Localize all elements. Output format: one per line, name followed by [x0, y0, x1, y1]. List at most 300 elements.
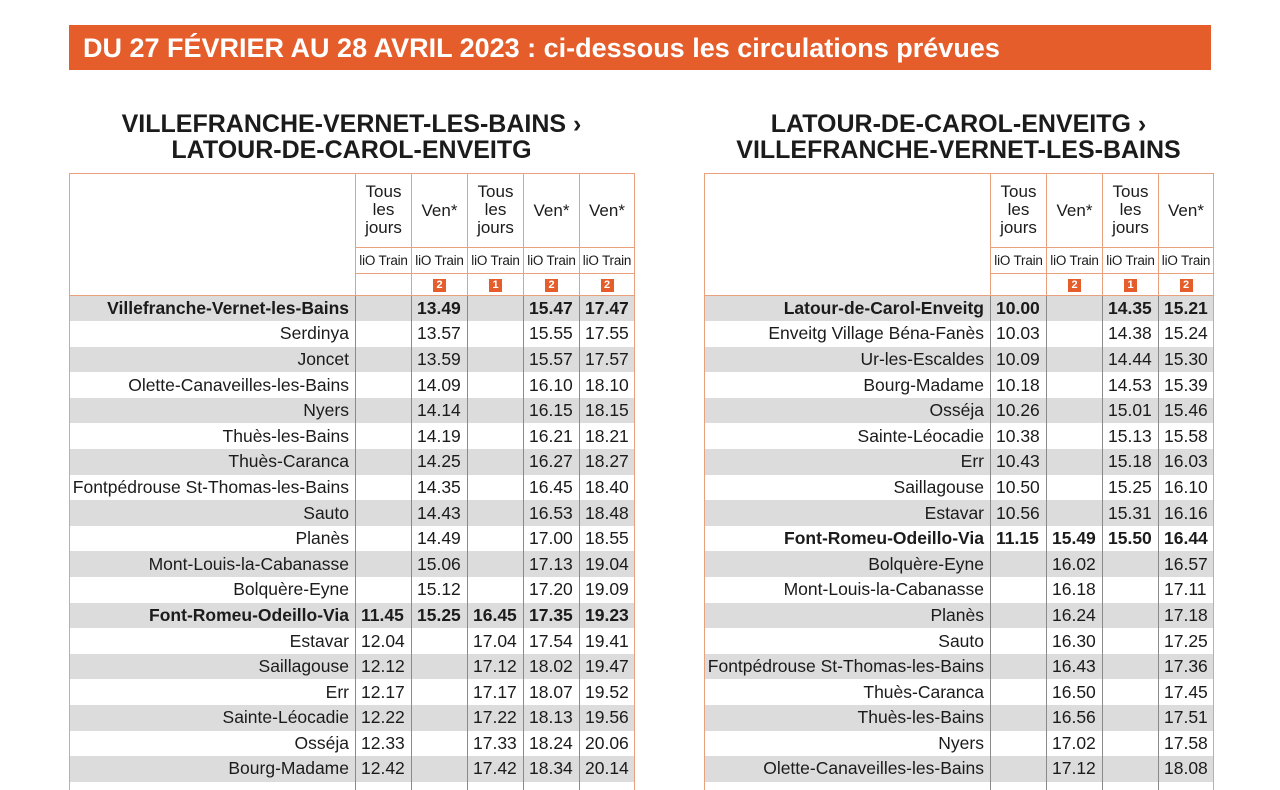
class-badge-cell	[1159, 274, 1214, 296]
station-name: Estavar	[705, 500, 991, 526]
departure-time	[468, 296, 524, 322]
departure-time	[468, 449, 524, 475]
service-days-label: Tous les jours	[365, 182, 402, 237]
departure-time: 12.42	[356, 756, 412, 782]
departure-time	[468, 321, 524, 347]
departure-time: 13.57	[412, 321, 468, 347]
table-row	[70, 475, 635, 501]
departure-time: 18.48	[580, 500, 635, 526]
departure-time: 17.00	[524, 526, 580, 552]
departure-time	[991, 782, 1047, 790]
departure-time: 18.55	[580, 526, 635, 552]
table-row	[705, 577, 1214, 603]
departure-time: 19.56	[580, 705, 635, 731]
departure-time	[412, 756, 468, 782]
departure-time: 15.57	[524, 347, 580, 373]
timetable-outbound	[69, 173, 635, 790]
departure-time: 15.49	[1047, 526, 1103, 552]
departure-time	[356, 475, 412, 501]
table-row	[70, 321, 635, 347]
service-days-cell	[991, 174, 1047, 248]
table-row	[705, 654, 1214, 680]
timetable-body	[70, 296, 635, 790]
departure-time: 19.47	[580, 654, 635, 680]
departure-time: 15.13	[1103, 423, 1159, 449]
class-badge-cell	[356, 274, 412, 296]
station-name: Mont-Louis-la-Cabanasse	[705, 577, 991, 603]
departure-time: 14.49	[412, 526, 468, 552]
station-name: Thuès-Caranca	[70, 449, 356, 475]
operator-label: liO Train	[524, 248, 580, 274]
departure-time	[412, 654, 468, 680]
departure-time: 12.22	[356, 705, 412, 731]
station-name: Fontpédrouse St-Thomas-les-Bains	[70, 475, 356, 501]
departure-time	[468, 398, 524, 424]
station-name	[705, 782, 991, 790]
route-title-line-2: LATOUR-DE-CAROL-ENVEITG	[171, 136, 532, 164]
class-badge-cell	[1047, 274, 1103, 296]
departure-time: 20.06	[580, 731, 635, 757]
departure-time: 16.53	[524, 500, 580, 526]
departure-time	[356, 526, 412, 552]
departure-time	[356, 551, 412, 577]
departure-time	[991, 731, 1047, 757]
service-days-label: Ven*	[1056, 201, 1093, 220]
departure-time: 15.31	[1103, 500, 1159, 526]
departure-time: 14.35	[1103, 296, 1159, 322]
departure-time	[1047, 347, 1103, 373]
station-name: Planès	[70, 526, 356, 552]
departure-time: 15.55	[524, 321, 580, 347]
departure-time	[356, 500, 412, 526]
departure-time: 10.43	[991, 449, 1047, 475]
table-row	[70, 347, 635, 373]
class-badge-cell	[580, 274, 635, 296]
class-badge-cell	[468, 274, 524, 296]
departure-time	[1047, 475, 1103, 501]
departure-time: 17.36	[1159, 654, 1214, 680]
class-badge: 2	[1179, 278, 1194, 293]
service-days-label: Ven*	[533, 201, 570, 220]
departure-time: 16.45	[524, 475, 580, 501]
departure-time	[991, 756, 1047, 782]
departure-time: 14.14	[412, 398, 468, 424]
departure-time	[1047, 500, 1103, 526]
departure-time: 16.18	[1047, 577, 1103, 603]
service-days-label: Tous les jours	[477, 182, 514, 237]
station-name: Font-Romeu-Odeillo-Via	[705, 526, 991, 552]
departure-time: 17.20	[524, 577, 580, 603]
table-row	[70, 372, 635, 398]
departure-time: 17.45	[1159, 679, 1214, 705]
departure-time: 17.04	[468, 628, 524, 654]
departure-time: 17.55	[580, 321, 635, 347]
departure-time	[1047, 449, 1103, 475]
departure-time: 16.10	[524, 372, 580, 398]
table-row	[705, 705, 1214, 731]
table-row	[705, 731, 1214, 757]
class-badge-cell	[991, 274, 1047, 296]
departure-time: 15.25	[412, 603, 468, 629]
table-row	[705, 628, 1214, 654]
operator-label: liO Train	[991, 248, 1047, 274]
departure-time: 16.56	[1047, 705, 1103, 731]
operator-label: liO Train	[412, 248, 468, 274]
departure-time	[1047, 398, 1103, 424]
departure-time: 17.33	[468, 731, 524, 757]
class-badge: 2	[1067, 278, 1082, 293]
departure-time: 16.24	[1047, 603, 1103, 629]
station-name: Sauto	[705, 628, 991, 654]
header-row-days	[70, 174, 635, 248]
service-days-cell	[524, 174, 580, 248]
departure-time: 15.12	[412, 577, 468, 603]
departure-time: 17.17	[468, 679, 524, 705]
departure-time	[412, 679, 468, 705]
departure-time: 10.03	[991, 321, 1047, 347]
station-header-cell	[705, 174, 991, 296]
departure-time: 18.08	[1159, 756, 1214, 782]
departure-time: 10.09	[991, 347, 1047, 373]
departure-time: 10.38	[991, 423, 1047, 449]
departure-time: 18.40	[580, 475, 635, 501]
station-name: Olette-Canaveilles-les-Bains	[705, 756, 991, 782]
operator-label: liO Train	[468, 248, 524, 274]
class-badge-cell	[524, 274, 580, 296]
station-name: Thuès-Caranca	[705, 679, 991, 705]
table-row	[70, 628, 635, 654]
station-header-cell	[70, 174, 356, 296]
departure-time: 18.27	[580, 449, 635, 475]
service-days-cell	[1159, 174, 1214, 248]
departure-time	[1159, 782, 1214, 790]
station-name: Osséja	[70, 731, 356, 757]
timetable-return-frame	[704, 173, 1215, 790]
operator-label: liO Train	[1103, 248, 1159, 274]
class-badge: 1	[1123, 278, 1138, 293]
departure-time	[1103, 628, 1159, 654]
departure-time	[356, 577, 412, 603]
departure-time	[1103, 731, 1159, 757]
table-row	[705, 449, 1214, 475]
departure-time	[1103, 705, 1159, 731]
class-badge: 2	[600, 278, 615, 293]
station-name: Font-Romeu-Odeillo-Via	[70, 603, 356, 629]
station-name: Bourg-Madame	[705, 372, 991, 398]
departure-time: 19.04	[580, 551, 635, 577]
departure-time: 19.52	[580, 679, 635, 705]
station-name: Sainte-Léocadie	[705, 423, 991, 449]
station-name: Planès	[705, 603, 991, 629]
table-row	[705, 679, 1214, 705]
departure-time	[1047, 321, 1103, 347]
route-title-line-1: LATOUR-DE-CAROL-ENVEITG ›	[770, 110, 1147, 138]
class-badge: 1	[488, 278, 503, 293]
departure-time: 15.46	[1159, 398, 1214, 424]
departure-time: 19.23	[580, 603, 635, 629]
departure-time: 18.02	[524, 654, 580, 680]
departure-time: 17.12	[1047, 756, 1103, 782]
service-days-label: Tous les jours	[1112, 182, 1149, 237]
departure-time	[524, 782, 580, 790]
departure-time: 11.45	[356, 603, 412, 629]
departure-time: 14.38	[1103, 321, 1159, 347]
departure-time	[1103, 654, 1159, 680]
departure-time	[991, 654, 1047, 680]
departure-time	[1047, 423, 1103, 449]
departure-time	[356, 423, 412, 449]
departure-time	[991, 577, 1047, 603]
departure-time: 16.57	[1159, 551, 1214, 577]
departure-time: 16.43	[1047, 654, 1103, 680]
departure-time	[412, 782, 468, 790]
departure-time: 10.50	[991, 475, 1047, 501]
station-name: Sainte-Léocadie	[70, 705, 356, 731]
departure-time: 11.15	[991, 526, 1047, 552]
departure-time	[356, 449, 412, 475]
departure-time: 17.51	[1159, 705, 1214, 731]
service-days-cell	[412, 174, 468, 248]
table-row	[70, 577, 635, 603]
departure-time: 16.30	[1047, 628, 1103, 654]
departure-time	[356, 372, 412, 398]
departure-time	[356, 296, 412, 322]
departure-time: 14.43	[412, 500, 468, 526]
departure-time	[1103, 756, 1159, 782]
departure-time: 15.30	[1159, 347, 1214, 373]
station-name	[70, 782, 356, 790]
station-name: Villefranche-Vernet-les-Bains	[70, 296, 356, 322]
table-row	[705, 372, 1214, 398]
service-days-label: Ven*	[421, 201, 458, 220]
route-title-return	[704, 111, 1213, 163]
departure-time	[1103, 577, 1159, 603]
table-row	[705, 475, 1214, 501]
service-days-label: Ven*	[1168, 201, 1204, 220]
station-name: Thuès-les-Bains	[705, 705, 991, 731]
departure-time	[1103, 551, 1159, 577]
departure-time: 12.33	[356, 731, 412, 757]
table-row	[705, 296, 1214, 322]
table-row	[705, 526, 1214, 552]
departure-time: 15.21	[1159, 296, 1214, 322]
table-row	[705, 603, 1214, 629]
departure-time	[468, 423, 524, 449]
departure-time: 17.42	[468, 756, 524, 782]
departure-time: 18.10	[580, 372, 635, 398]
departure-time: 12.17	[356, 679, 412, 705]
departure-time: 16.16	[1159, 500, 1214, 526]
table-row	[70, 296, 635, 322]
station-name: Olette-Canaveilles-les-Bains	[70, 372, 356, 398]
validity-banner: DU 27 FÉVRIER AU 28 AVRIL 2023 : ci-dessous les circulations prévues	[69, 25, 1211, 70]
departure-time: 20.14	[580, 756, 635, 782]
departure-time: 15.39	[1159, 372, 1214, 398]
station-name: Mont-Louis-la-Cabanasse	[70, 551, 356, 577]
route-title-outbound	[69, 111, 634, 163]
service-days-cell	[1103, 174, 1159, 248]
table-row	[70, 449, 635, 475]
station-name: Err	[70, 679, 356, 705]
departure-time: 17.12	[468, 654, 524, 680]
departure-time: 18.34	[524, 756, 580, 782]
route-title-line-2: VILLEFRANCHE-VERNET-LES-BAINS	[736, 136, 1181, 164]
departure-time: 17.54	[524, 628, 580, 654]
timetable-outbound-frame	[69, 173, 636, 790]
departure-time: 15.58	[1159, 423, 1214, 449]
departure-time: 16.02	[1047, 551, 1103, 577]
table-row	[705, 551, 1214, 577]
departure-time	[468, 500, 524, 526]
table-row	[70, 731, 635, 757]
station-name: Joncet	[70, 347, 356, 373]
departure-time	[1103, 782, 1159, 790]
table-row	[70, 654, 635, 680]
timetable-header	[70, 174, 635, 296]
departure-time: 17.35	[524, 603, 580, 629]
station-name: Fontpédrouse St-Thomas-les-Bains	[705, 654, 991, 680]
departure-time: 16.21	[524, 423, 580, 449]
departure-time: 15.01	[1103, 398, 1159, 424]
operator-label: liO Train	[1047, 248, 1103, 274]
departure-time: 19.41	[580, 628, 635, 654]
departure-time	[412, 731, 468, 757]
departure-time	[468, 577, 524, 603]
service-days-cell	[580, 174, 635, 248]
departure-time: 14.35	[412, 475, 468, 501]
departure-time: 18.15	[580, 398, 635, 424]
departure-time: 17.57	[580, 347, 635, 373]
station-name: Estavar	[70, 628, 356, 654]
departure-time: 17.58	[1159, 731, 1214, 757]
departure-time: 17.02	[1047, 731, 1103, 757]
header-row-days	[705, 174, 1214, 248]
departure-time: 15.06	[412, 551, 468, 577]
departure-time: 13.49	[412, 296, 468, 322]
table-row	[705, 423, 1214, 449]
departure-time: 10.26	[991, 398, 1047, 424]
departure-time: 16.50	[1047, 679, 1103, 705]
departure-time: 16.10	[1159, 475, 1214, 501]
departure-time: 15.25	[1103, 475, 1159, 501]
departure-time: 14.53	[1103, 372, 1159, 398]
class-badge-cell	[412, 274, 468, 296]
departure-time	[468, 782, 524, 790]
departure-time	[356, 347, 412, 373]
table-row	[705, 756, 1214, 782]
departure-time	[991, 679, 1047, 705]
departure-time	[468, 475, 524, 501]
departure-time	[1047, 372, 1103, 398]
departure-time: 15.47	[524, 296, 580, 322]
table-row	[705, 321, 1214, 347]
operator-label: liO Train	[580, 248, 635, 274]
service-days-label: Ven*	[589, 201, 625, 220]
departure-time	[356, 782, 412, 790]
departure-time: 15.50	[1103, 526, 1159, 552]
table-row	[70, 603, 635, 629]
departure-time: 17.25	[1159, 628, 1214, 654]
departure-time	[991, 551, 1047, 577]
table-row	[70, 551, 635, 577]
route-title-line-1: VILLEFRANCHE-VERNET-LES-BAINS ›	[121, 110, 582, 138]
station-name: Thuès-les-Bains	[70, 423, 356, 449]
class-badge: 2	[544, 278, 559, 293]
station-name: Saillagouse	[70, 654, 356, 680]
timetable-header	[705, 174, 1214, 296]
class-badge-cell	[1103, 274, 1159, 296]
timetable-body	[705, 296, 1214, 790]
departure-time	[468, 347, 524, 373]
departure-time: 16.15	[524, 398, 580, 424]
departure-time: 17.18	[1159, 603, 1214, 629]
departure-time: 15.18	[1103, 449, 1159, 475]
departure-time	[580, 782, 635, 790]
departure-time	[991, 705, 1047, 731]
departure-time: 18.13	[524, 705, 580, 731]
departure-time	[356, 398, 412, 424]
departure-time: 16.45	[468, 603, 524, 629]
departure-time: 10.56	[991, 500, 1047, 526]
station-name: Bolquère-Eyne	[705, 551, 991, 577]
table-row	[70, 756, 635, 782]
departure-time	[1103, 679, 1159, 705]
departure-time: 15.24	[1159, 321, 1214, 347]
station-name: Saillagouse	[705, 475, 991, 501]
station-name: Latour-de-Carol-Enveitg	[705, 296, 991, 322]
departure-time: 19.09	[580, 577, 635, 603]
departure-time	[468, 551, 524, 577]
departure-time: 16.27	[524, 449, 580, 475]
departure-time	[468, 526, 524, 552]
operator-label: liO Train	[356, 248, 412, 274]
station-name: Bourg-Madame	[70, 756, 356, 782]
departure-time: 16.03	[1159, 449, 1214, 475]
departure-time: 12.12	[356, 654, 412, 680]
class-badge: 2	[432, 278, 447, 293]
departure-time	[1047, 782, 1103, 790]
departure-time	[1103, 603, 1159, 629]
table-row-continued	[705, 782, 1214, 790]
departure-time: 10.00	[991, 296, 1047, 322]
station-name: Osséja	[705, 398, 991, 424]
station-name: Bolquère-Eyne	[70, 577, 356, 603]
station-name: Serdinya	[70, 321, 356, 347]
departure-time: 17.47	[580, 296, 635, 322]
table-row	[705, 347, 1214, 373]
departure-time	[991, 628, 1047, 654]
departure-time	[468, 372, 524, 398]
departure-time	[1047, 296, 1103, 322]
station-name: Err	[705, 449, 991, 475]
departure-time: 10.18	[991, 372, 1047, 398]
departure-time	[991, 603, 1047, 629]
service-days-cell	[1047, 174, 1103, 248]
operator-label: liO Train	[1159, 248, 1214, 274]
table-row	[70, 423, 635, 449]
station-name: Ur-les-Escaldes	[705, 347, 991, 373]
table-row-continued	[70, 782, 635, 790]
table-row	[705, 398, 1214, 424]
departure-time: 14.19	[412, 423, 468, 449]
service-days-cell	[468, 174, 524, 248]
table-row	[70, 526, 635, 552]
station-name: Nyers	[705, 731, 991, 757]
departure-time	[412, 628, 468, 654]
station-name: Sauto	[70, 500, 356, 526]
table-row	[70, 500, 635, 526]
departure-time: 18.21	[580, 423, 635, 449]
